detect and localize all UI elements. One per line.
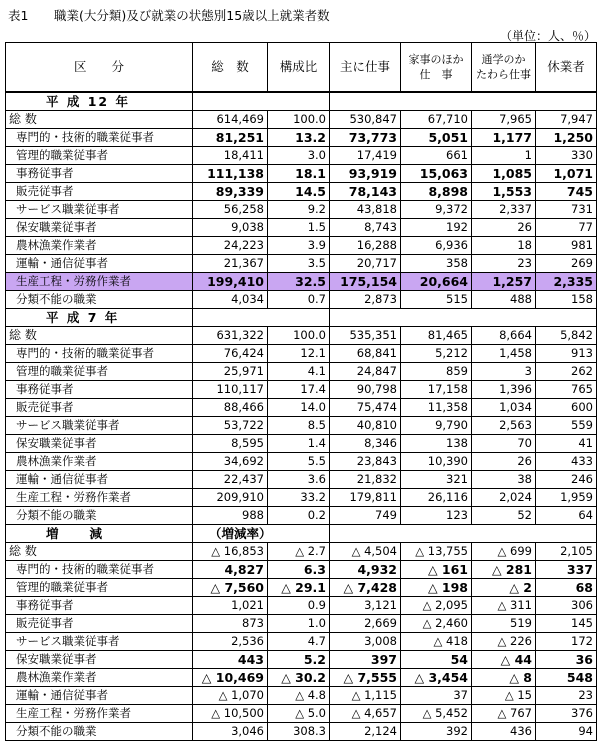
- cell-ratio: 9.2: [268, 201, 330, 219]
- cell-main: 8,743: [330, 219, 401, 237]
- cell-leave: 1,250: [536, 129, 597, 147]
- table-label: 表1: [8, 8, 29, 23]
- col-school-line2: たわら仕事: [476, 68, 531, 81]
- table-row: [6, 471, 597, 489]
- cell-school: 7,965: [472, 111, 536, 129]
- cell-total: 9,038: [193, 219, 268, 237]
- row-label: 分類不能の職業: [6, 507, 193, 525]
- section-header-filler: [330, 309, 597, 327]
- table-row: [6, 111, 597, 129]
- cell-house: 9,790: [401, 417, 472, 435]
- cell-main: 4,932: [330, 561, 401, 579]
- row-label: 事務従事者: [6, 165, 193, 183]
- table-row: [6, 363, 597, 381]
- cell-total: 209,910: [193, 489, 268, 507]
- cell-total: 34,692: [193, 453, 268, 471]
- cell-total: 24,223: [193, 237, 268, 255]
- row-label: 生産工程・労務作業者: [6, 489, 193, 507]
- row-label: 販売従事者: [6, 399, 193, 417]
- cell-ratio: 1.4: [268, 435, 330, 453]
- section-rate-label: （増減率）: [193, 525, 330, 543]
- col-kubun: 区 分: [6, 43, 193, 93]
- cell-total: 199,410: [193, 273, 268, 291]
- table-row: [6, 669, 597, 687]
- cell-school: 488: [472, 291, 536, 309]
- cell-house: 11,358: [401, 399, 472, 417]
- section-header-row: [6, 525, 597, 543]
- cell-total: 76,424: [193, 345, 268, 363]
- table-body: [6, 92, 597, 741]
- cell-ratio: 100.0: [268, 327, 330, 345]
- cell-leave: 376: [536, 705, 597, 723]
- cell-leave: 1,959: [536, 489, 597, 507]
- cell-leave: 94: [536, 723, 597, 741]
- row-label: 保安職業従事者: [6, 219, 193, 237]
- cell-ratio: 33.2: [268, 489, 330, 507]
- cell-leave: 548: [536, 669, 597, 687]
- cell-main: 8,346: [330, 435, 401, 453]
- table-row: [6, 543, 597, 561]
- cell-total: 2,536: [193, 633, 268, 651]
- cell-school: 1: [472, 147, 536, 165]
- cell-main: 43,818: [330, 201, 401, 219]
- section-header-row: [6, 309, 597, 327]
- cell-ratio: △ 30.2: [268, 669, 330, 687]
- row-label: 管理的職業従事者: [6, 579, 193, 597]
- table-row: [6, 633, 597, 651]
- section-rate-label: [193, 309, 330, 327]
- cell-school: 436: [472, 723, 536, 741]
- cell-total: 56,258: [193, 201, 268, 219]
- cell-total: △ 10,469: [193, 669, 268, 687]
- cell-ratio: 5.2: [268, 651, 330, 669]
- cell-ratio: 0.7: [268, 291, 330, 309]
- row-label: 専門的・技術的職業従事者: [6, 129, 193, 147]
- row-label: 分類不能の職業: [6, 291, 193, 309]
- section-header-filler: [330, 92, 597, 111]
- table-row: [6, 453, 597, 471]
- table-row: [6, 255, 597, 273]
- row-label: 保安職業従事者: [6, 651, 193, 669]
- table-row: [6, 291, 597, 309]
- cell-main: 20,717: [330, 255, 401, 273]
- cell-house: 54: [401, 651, 472, 669]
- cell-ratio: 32.5: [268, 273, 330, 291]
- cell-school: 26: [472, 453, 536, 471]
- cell-school: 1,085: [472, 165, 536, 183]
- cell-total: 3,046: [193, 723, 268, 741]
- cell-house: △ 198: [401, 579, 472, 597]
- section-rate-label: [193, 92, 330, 111]
- cell-school: 70: [472, 435, 536, 453]
- cell-total: 25,971: [193, 363, 268, 381]
- cell-main: 78,143: [330, 183, 401, 201]
- cell-main: 179,811: [330, 489, 401, 507]
- cell-main: 2,124: [330, 723, 401, 741]
- cell-ratio: 0.2: [268, 507, 330, 525]
- table-row: [6, 165, 597, 183]
- cell-total: △ 7,560: [193, 579, 268, 597]
- cell-school: 23: [472, 255, 536, 273]
- cell-total: 631,322: [193, 327, 268, 345]
- cell-house: 67,710: [401, 111, 472, 129]
- cell-school: △ 281: [472, 561, 536, 579]
- cell-leave: 1,071: [536, 165, 597, 183]
- cell-school: 26: [472, 219, 536, 237]
- cell-total: 873: [193, 615, 268, 633]
- table-row: [6, 489, 597, 507]
- row-label: サービス職業従事者: [6, 633, 193, 651]
- cell-leave: 262: [536, 363, 597, 381]
- cell-house: 358: [401, 255, 472, 273]
- cell-leave: 246: [536, 471, 597, 489]
- cell-main: 2,669: [330, 615, 401, 633]
- cell-main: 75,474: [330, 399, 401, 417]
- cell-total: 18,411: [193, 147, 268, 165]
- cell-total: △ 1,070: [193, 687, 268, 705]
- cell-ratio: 8.5: [268, 417, 330, 435]
- cell-ratio: 14.5: [268, 183, 330, 201]
- cell-total: 8,595: [193, 435, 268, 453]
- cell-main: 90,798: [330, 381, 401, 399]
- table-row: [6, 327, 597, 345]
- table-row: [6, 597, 597, 615]
- cell-ratio: △ 29.1: [268, 579, 330, 597]
- cell-main: 530,847: [330, 111, 401, 129]
- cell-leave: 330: [536, 147, 597, 165]
- cell-house: 859: [401, 363, 472, 381]
- cell-school: △ 767: [472, 705, 536, 723]
- cell-ratio: 13.2: [268, 129, 330, 147]
- cell-leave: 745: [536, 183, 597, 201]
- col-leave: 休業者: [536, 43, 597, 93]
- cell-school: 38: [472, 471, 536, 489]
- cell-main: 21,832: [330, 471, 401, 489]
- cell-house: 5,051: [401, 129, 472, 147]
- cell-school: △ 311: [472, 597, 536, 615]
- cell-total: 1,021: [193, 597, 268, 615]
- cell-school: △ 15: [472, 687, 536, 705]
- cell-leave: 2,105: [536, 543, 597, 561]
- cell-total: 21,367: [193, 255, 268, 273]
- cell-ratio: 5.5: [268, 453, 330, 471]
- cell-leave: 731: [536, 201, 597, 219]
- cell-ratio: 308.3: [268, 723, 330, 741]
- col-school-line1: 通学のか: [481, 53, 526, 66]
- section-header-filler: [330, 525, 597, 543]
- cell-leave: 36: [536, 651, 597, 669]
- table-row: [6, 183, 597, 201]
- row-label: 管理的職業従事者: [6, 147, 193, 165]
- cell-main: 16,288: [330, 237, 401, 255]
- cell-main: 2,873: [330, 291, 401, 309]
- col-housework: [401, 43, 472, 93]
- cell-total: 81,251: [193, 129, 268, 147]
- cell-main: 397: [330, 651, 401, 669]
- cell-school: 3: [472, 363, 536, 381]
- cell-house: 5,212: [401, 345, 472, 363]
- cell-main: △ 1,115: [330, 687, 401, 705]
- cell-total: 22,437: [193, 471, 268, 489]
- cell-house: 661: [401, 147, 472, 165]
- cell-ratio: 12.1: [268, 345, 330, 363]
- cell-house: 20,664: [401, 273, 472, 291]
- table-row: [6, 417, 597, 435]
- cell-leave: 77: [536, 219, 597, 237]
- row-label: 分類不能の職業: [6, 723, 193, 741]
- section-title: 平 成 7 年: [6, 309, 193, 327]
- table-row: [6, 273, 597, 291]
- cell-main: 24,847: [330, 363, 401, 381]
- employment-table: [5, 42, 597, 741]
- cell-ratio: 100.0: [268, 111, 330, 129]
- row-label: 生産工程・労務作業者: [6, 705, 193, 723]
- table-row: [6, 705, 597, 723]
- row-label: 専門的・技術的職業従事者: [6, 561, 193, 579]
- col-ratio: 構成比: [268, 43, 330, 93]
- row-label: 事務従事者: [6, 597, 193, 615]
- cell-total: 443: [193, 651, 268, 669]
- col-housework-line1: 家事のほか: [408, 53, 464, 66]
- cell-house: 17,158: [401, 381, 472, 399]
- cell-school: 1,458: [472, 345, 536, 363]
- row-label: 専門的・技術的職業従事者: [6, 345, 193, 363]
- cell-total: 110,117: [193, 381, 268, 399]
- cell-main: 40,810: [330, 417, 401, 435]
- cell-house: 8,898: [401, 183, 472, 201]
- table-row: [6, 561, 597, 579]
- cell-ratio: 4.7: [268, 633, 330, 651]
- row-label: 総 数: [6, 111, 193, 129]
- cell-house: 138: [401, 435, 472, 453]
- row-label: 運輸・通信従事者: [6, 255, 193, 273]
- col-housework-line2: 仕 事: [419, 68, 453, 81]
- cell-ratio: 3.5: [268, 255, 330, 273]
- cell-ratio: △ 5.0: [268, 705, 330, 723]
- cell-school: 1,177: [472, 129, 536, 147]
- table-row: [6, 723, 597, 741]
- cell-house: △ 418: [401, 633, 472, 651]
- cell-total: 111,138: [193, 165, 268, 183]
- row-label: 総 数: [6, 327, 193, 345]
- cell-ratio: 0.9: [268, 597, 330, 615]
- cell-house: 37: [401, 687, 472, 705]
- table-row: [6, 687, 597, 705]
- cell-leave: 145: [536, 615, 597, 633]
- cell-total: 53,722: [193, 417, 268, 435]
- cell-leave: 600: [536, 399, 597, 417]
- cell-ratio: 1.0: [268, 615, 330, 633]
- row-label: サービス職業従事者: [6, 201, 193, 219]
- row-label: 事務従事者: [6, 381, 193, 399]
- col-main-work: 主に仕事: [330, 43, 401, 93]
- cell-leave: 913: [536, 345, 597, 363]
- cell-total: 988: [193, 507, 268, 525]
- col-total: 総 数: [193, 43, 268, 93]
- cell-school: 2,337: [472, 201, 536, 219]
- cell-main: 68,841: [330, 345, 401, 363]
- cell-main: △ 7,555: [330, 669, 401, 687]
- cell-ratio: 14.0: [268, 399, 330, 417]
- cell-leave: 23: [536, 687, 597, 705]
- table-title-text: 職業(大分類)及び就業の状態別15歳以上就業者数: [54, 8, 330, 23]
- cell-main: 535,351: [330, 327, 401, 345]
- row-label: 販売従事者: [6, 183, 193, 201]
- table-row: [6, 399, 597, 417]
- section-header-row: [6, 92, 597, 111]
- cell-house: 9,372: [401, 201, 472, 219]
- cell-main: 175,154: [330, 273, 401, 291]
- table-row: [6, 579, 597, 597]
- cell-school: 1,034: [472, 399, 536, 417]
- table-row: [6, 147, 597, 165]
- cell-leave: 172: [536, 633, 597, 651]
- cell-ratio: △ 2.7: [268, 543, 330, 561]
- cell-leave: 158: [536, 291, 597, 309]
- cell-house: △ 5,452: [401, 705, 472, 723]
- cell-leave: 7,947: [536, 111, 597, 129]
- cell-ratio: 3.9: [268, 237, 330, 255]
- cell-school: 1,257: [472, 273, 536, 291]
- cell-school: 18: [472, 237, 536, 255]
- cell-school: △ 226: [472, 633, 536, 651]
- cell-leave: 559: [536, 417, 597, 435]
- cell-leave: 64: [536, 507, 597, 525]
- cell-total: 614,469: [193, 111, 268, 129]
- table-row: [6, 201, 597, 219]
- cell-ratio: 6.3: [268, 561, 330, 579]
- cell-house: 15,063: [401, 165, 472, 183]
- row-label: 農林漁業作業者: [6, 237, 193, 255]
- cell-main: 3,008: [330, 633, 401, 651]
- row-label: 農林漁業作業者: [6, 453, 193, 471]
- cell-leave: 41: [536, 435, 597, 453]
- cell-house: 123: [401, 507, 472, 525]
- cell-main: 73,773: [330, 129, 401, 147]
- section-title: 平 成 12 年: [6, 92, 193, 111]
- cell-leave: 269: [536, 255, 597, 273]
- cell-house: △ 2,460: [401, 615, 472, 633]
- cell-leave: 2,335: [536, 273, 597, 291]
- cell-house: 81,465: [401, 327, 472, 345]
- cell-ratio: △ 4.8: [268, 687, 330, 705]
- table-header: [6, 43, 597, 93]
- cell-ratio: 17.4: [268, 381, 330, 399]
- row-label: 総 数: [6, 543, 193, 561]
- cell-main: △ 4,504: [330, 543, 401, 561]
- unit-note: （単位：人、％）: [499, 29, 596, 43]
- cell-leave: 433: [536, 453, 597, 471]
- row-label: 農林漁業作業者: [6, 669, 193, 687]
- row-label: 保安職業従事者: [6, 435, 193, 453]
- cell-main: 3,121: [330, 597, 401, 615]
- cell-leave: 68: [536, 579, 597, 597]
- cell-leave: 306: [536, 597, 597, 615]
- cell-main: 93,919: [330, 165, 401, 183]
- row-label: サービス職業従事者: [6, 417, 193, 435]
- cell-house: 10,390: [401, 453, 472, 471]
- row-label: 管理的職業従事者: [6, 363, 193, 381]
- cell-ratio: 1.5: [268, 219, 330, 237]
- cell-main: △ 4,657: [330, 705, 401, 723]
- cell-main: 23,843: [330, 453, 401, 471]
- cell-main: △ 7,428: [330, 579, 401, 597]
- cell-total: 4,827: [193, 561, 268, 579]
- section-title: 増 減: [6, 525, 193, 543]
- cell-school: 1,553: [472, 183, 536, 201]
- cell-total: 89,339: [193, 183, 268, 201]
- cell-house: 515: [401, 291, 472, 309]
- cell-house: △ 161: [401, 561, 472, 579]
- cell-ratio: 3.0: [268, 147, 330, 165]
- table-row: [6, 507, 597, 525]
- cell-house: 192: [401, 219, 472, 237]
- cell-house: △ 13,755: [401, 543, 472, 561]
- cell-school: 1,396: [472, 381, 536, 399]
- cell-leave: 337: [536, 561, 597, 579]
- row-label: 運輸・通信従事者: [6, 471, 193, 489]
- cell-house: 6,936: [401, 237, 472, 255]
- cell-total: △ 16,853: [193, 543, 268, 561]
- cell-school: △ 2: [472, 579, 536, 597]
- cell-school: 519: [472, 615, 536, 633]
- row-label: 生産工程・労務作業者: [6, 273, 193, 291]
- table-row: [6, 435, 597, 453]
- cell-total: 88,466: [193, 399, 268, 417]
- table-row: [6, 345, 597, 363]
- cell-house: 392: [401, 723, 472, 741]
- cell-house: △ 2,095: [401, 597, 472, 615]
- cell-house: 26,116: [401, 489, 472, 507]
- cell-school: 8,664: [472, 327, 536, 345]
- cell-school: 2,024: [472, 489, 536, 507]
- row-label: 販売従事者: [6, 615, 193, 633]
- cell-house: △ 3,454: [401, 669, 472, 687]
- cell-leave: 765: [536, 381, 597, 399]
- cell-ratio: 18.1: [268, 165, 330, 183]
- cell-main: 17,419: [330, 147, 401, 165]
- table-row: [6, 219, 597, 237]
- cell-ratio: 4.1: [268, 363, 330, 381]
- cell-school: 2,563: [472, 417, 536, 435]
- cell-school: △ 44: [472, 651, 536, 669]
- table-row: [6, 381, 597, 399]
- cell-leave: 5,842: [536, 327, 597, 345]
- cell-school: △ 699: [472, 543, 536, 561]
- table-title: [8, 6, 330, 24]
- table-row: [6, 237, 597, 255]
- cell-total: △ 10,500: [193, 705, 268, 723]
- row-label: 運輸・通信従事者: [6, 687, 193, 705]
- cell-main: 749: [330, 507, 401, 525]
- table-row: [6, 129, 597, 147]
- cell-school: 52: [472, 507, 536, 525]
- cell-total: 4,034: [193, 291, 268, 309]
- table-row: [6, 615, 597, 633]
- col-school: [472, 43, 536, 93]
- cell-ratio: 3.6: [268, 471, 330, 489]
- cell-leave: 981: [536, 237, 597, 255]
- table-row: [6, 651, 597, 669]
- cell-house: 321: [401, 471, 472, 489]
- cell-school: △ 8: [472, 669, 536, 687]
